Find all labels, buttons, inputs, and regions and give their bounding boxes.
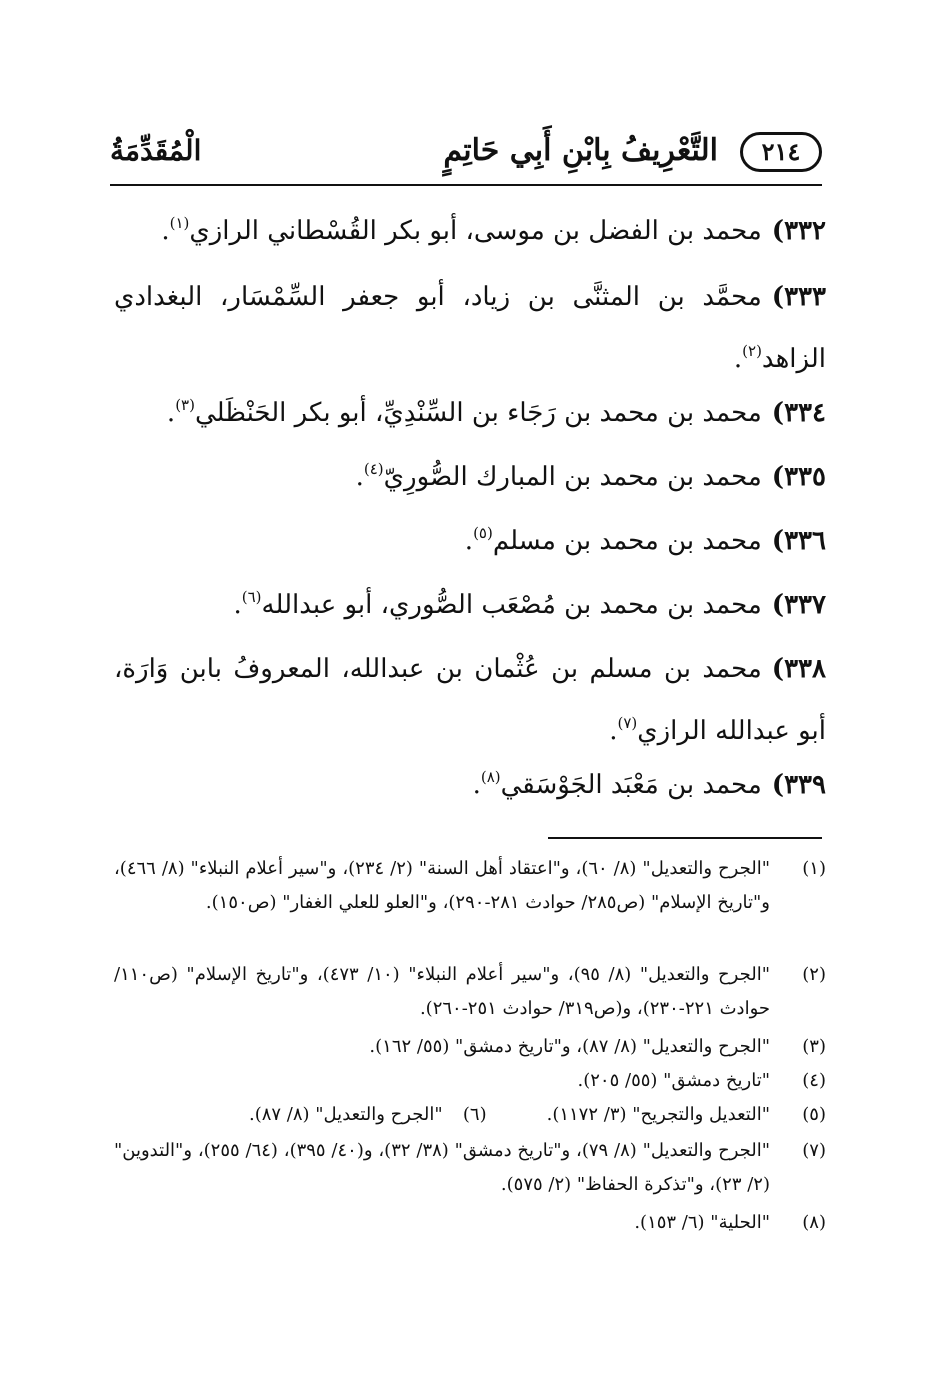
entry-text: محمد بن مَعْبَد الجَوْسَقي: [500, 770, 762, 800]
footnote-number: (٧): [802, 1140, 826, 1161]
entry-number: ٣٣٤): [771, 398, 826, 428]
footnote-2: [114, 958, 826, 1026]
footnote-text: "الجرح والتعديل" (٨/ ٨٧)، و"تاريخ دمشق" (٥٥/ ١٦٢).: [369, 1036, 770, 1057]
entry-number: ٣٣٨): [771, 654, 826, 684]
footnote-ref: (٤): [363, 460, 384, 478]
header-divider: [110, 184, 822, 186]
footnote-5: [547, 1098, 826, 1132]
footnote-text: "الجرح والتعديل" (٨/ ٦٠)، و"اعتقاد أهل السنة" (٢/ ٢٣٤)، و"سير أعلام النبلاء" (٨/ ٤٦٦)، و"تاريخ الإسلام" (ص٢٨٥/ حوادث ٢٨١-٢٩٠)، و"العلو للعلي الغفار" (ص١٥٠).: [114, 858, 770, 913]
entry-number: ٣٣٦): [771, 526, 826, 556]
footnote-gap: [487, 1098, 547, 1132]
footnote-1: [114, 852, 826, 920]
footnote-text: "التعديل والتجريح" (٣/ ١١٧٢).: [546, 1104, 770, 1125]
entry-number: ٣٣٥): [771, 462, 826, 492]
entry-text: محمد بن الفضل بن موسى، أبو بكر القُسْطاني الرازي: [189, 216, 762, 246]
footnote-number: (٣): [802, 1036, 826, 1057]
entry-337: [114, 574, 826, 636]
entry-333: [114, 266, 826, 390]
entry-339: [114, 754, 826, 816]
footnote-7: [114, 1134, 826, 1202]
entry-end: .: [355, 462, 364, 492]
footnote-8: [114, 1206, 826, 1240]
footnote-4: [114, 1064, 826, 1098]
entry-332: [114, 200, 826, 262]
footnote-ref: (٣): [175, 396, 195, 414]
footnote-ref: (٦): [241, 588, 262, 606]
entry-number: ٣٣٧): [771, 590, 826, 620]
entry-338: [114, 638, 826, 762]
entry-text: محمد بن محمد بن مسلم: [492, 526, 762, 556]
footnote-number: (٥): [802, 1104, 826, 1125]
entry-text: محمد بن محمد بن المبارك الصُّورِيّ: [383, 462, 762, 492]
entry-end: .: [733, 344, 743, 374]
footnote-number: (٢): [802, 964, 826, 985]
footnote-text: "الجرح والتعديل" (٨/ ٧٩)، و"تاريخ دمشق" (٣٨/ ٣٢)، و(٤٠/ ٣٩٥)، (٦٤/ ٢٥٥)، و"التدوين" (٢/ ٢٣)، و"تذكرة الحفاظ" (٢/ ٥٧٥).: [114, 1140, 771, 1195]
entry-end: .: [233, 590, 242, 620]
page-number: ٢١٤: [740, 132, 822, 172]
footnote-text: "الجرح والتعديل" (٨/ ٨٧).: [248, 1104, 443, 1125]
footnote-3: [114, 1030, 826, 1064]
footnote-number: (١): [802, 858, 826, 879]
entry-end: .: [472, 770, 481, 800]
footnote-ref: (٧): [617, 714, 638, 732]
footnote-ref: (٥): [473, 524, 493, 542]
entry-end: .: [609, 716, 618, 746]
footnote-ref: (٢): [742, 342, 762, 360]
section-title: الْمُقَدِّمَةُ: [110, 134, 202, 167]
entry-number: ٣٣٣): [771, 282, 826, 312]
entry-text: محمد بن مسلم بن عُثْمان بن عبدالله، المعروفُ بابن وَارَة، أبو عبدالله الرازي: [114, 654, 826, 746]
entry-336: [114, 510, 826, 572]
entry-text: محمد بن محمد بن رَجَاء بن السِّنْدِيِّ، أبو بكر الحَنْظَلي: [194, 398, 762, 428]
page-header: [110, 128, 822, 180]
entry-number: ٣٣٢): [771, 216, 826, 246]
entry-334: [114, 382, 826, 444]
footnote-text: "الجرح والتعديل" (٨/ ٩٥)، و"سير أعلام النبلاء" (١٠/ ٤٧٣)، و"تاريخ الإسلام" (ص١١٠/ حوادث ٢٢١-٢٣٠)، و(ص٣١٩/ حوادث ٢٥١-٢٦٠).: [114, 964, 770, 1019]
entry-end: .: [166, 398, 176, 428]
footnote-text: "الحلية" (٦/ ١٥٣).: [634, 1212, 770, 1233]
entry-end: .: [464, 526, 474, 556]
entry-335: [114, 446, 826, 508]
entry-number: ٣٣٩): [771, 770, 826, 800]
entry-text: محمد بن محمد بن مُصْعَب الصُّوري، أبو عبدالله: [261, 590, 762, 620]
footnote-row-5-6: [114, 1098, 826, 1132]
footnote-6: [249, 1098, 487, 1132]
book-title: التَّعْرِيفُ بِابْنِ أَبِي حَاتِمٍ: [443, 133, 718, 168]
footnote-text: "تاريخ دمشق" (٥٥/ ٢٠٥).: [577, 1070, 770, 1091]
footnote-divider: [548, 837, 822, 839]
footnote-number: (٨): [802, 1212, 826, 1233]
footnote-number: (٤): [802, 1070, 826, 1091]
footnote-ref: (١): [169, 214, 190, 232]
entry-text: محمَّد بن المثنَّى بن زياد، أبو جعفر السِّمْسَار، البغدادي الزاهد: [114, 282, 826, 374]
footnote-ref: (٨): [480, 768, 501, 786]
entry-end: .: [161, 216, 170, 246]
footnote-number: (٦): [462, 1104, 487, 1125]
